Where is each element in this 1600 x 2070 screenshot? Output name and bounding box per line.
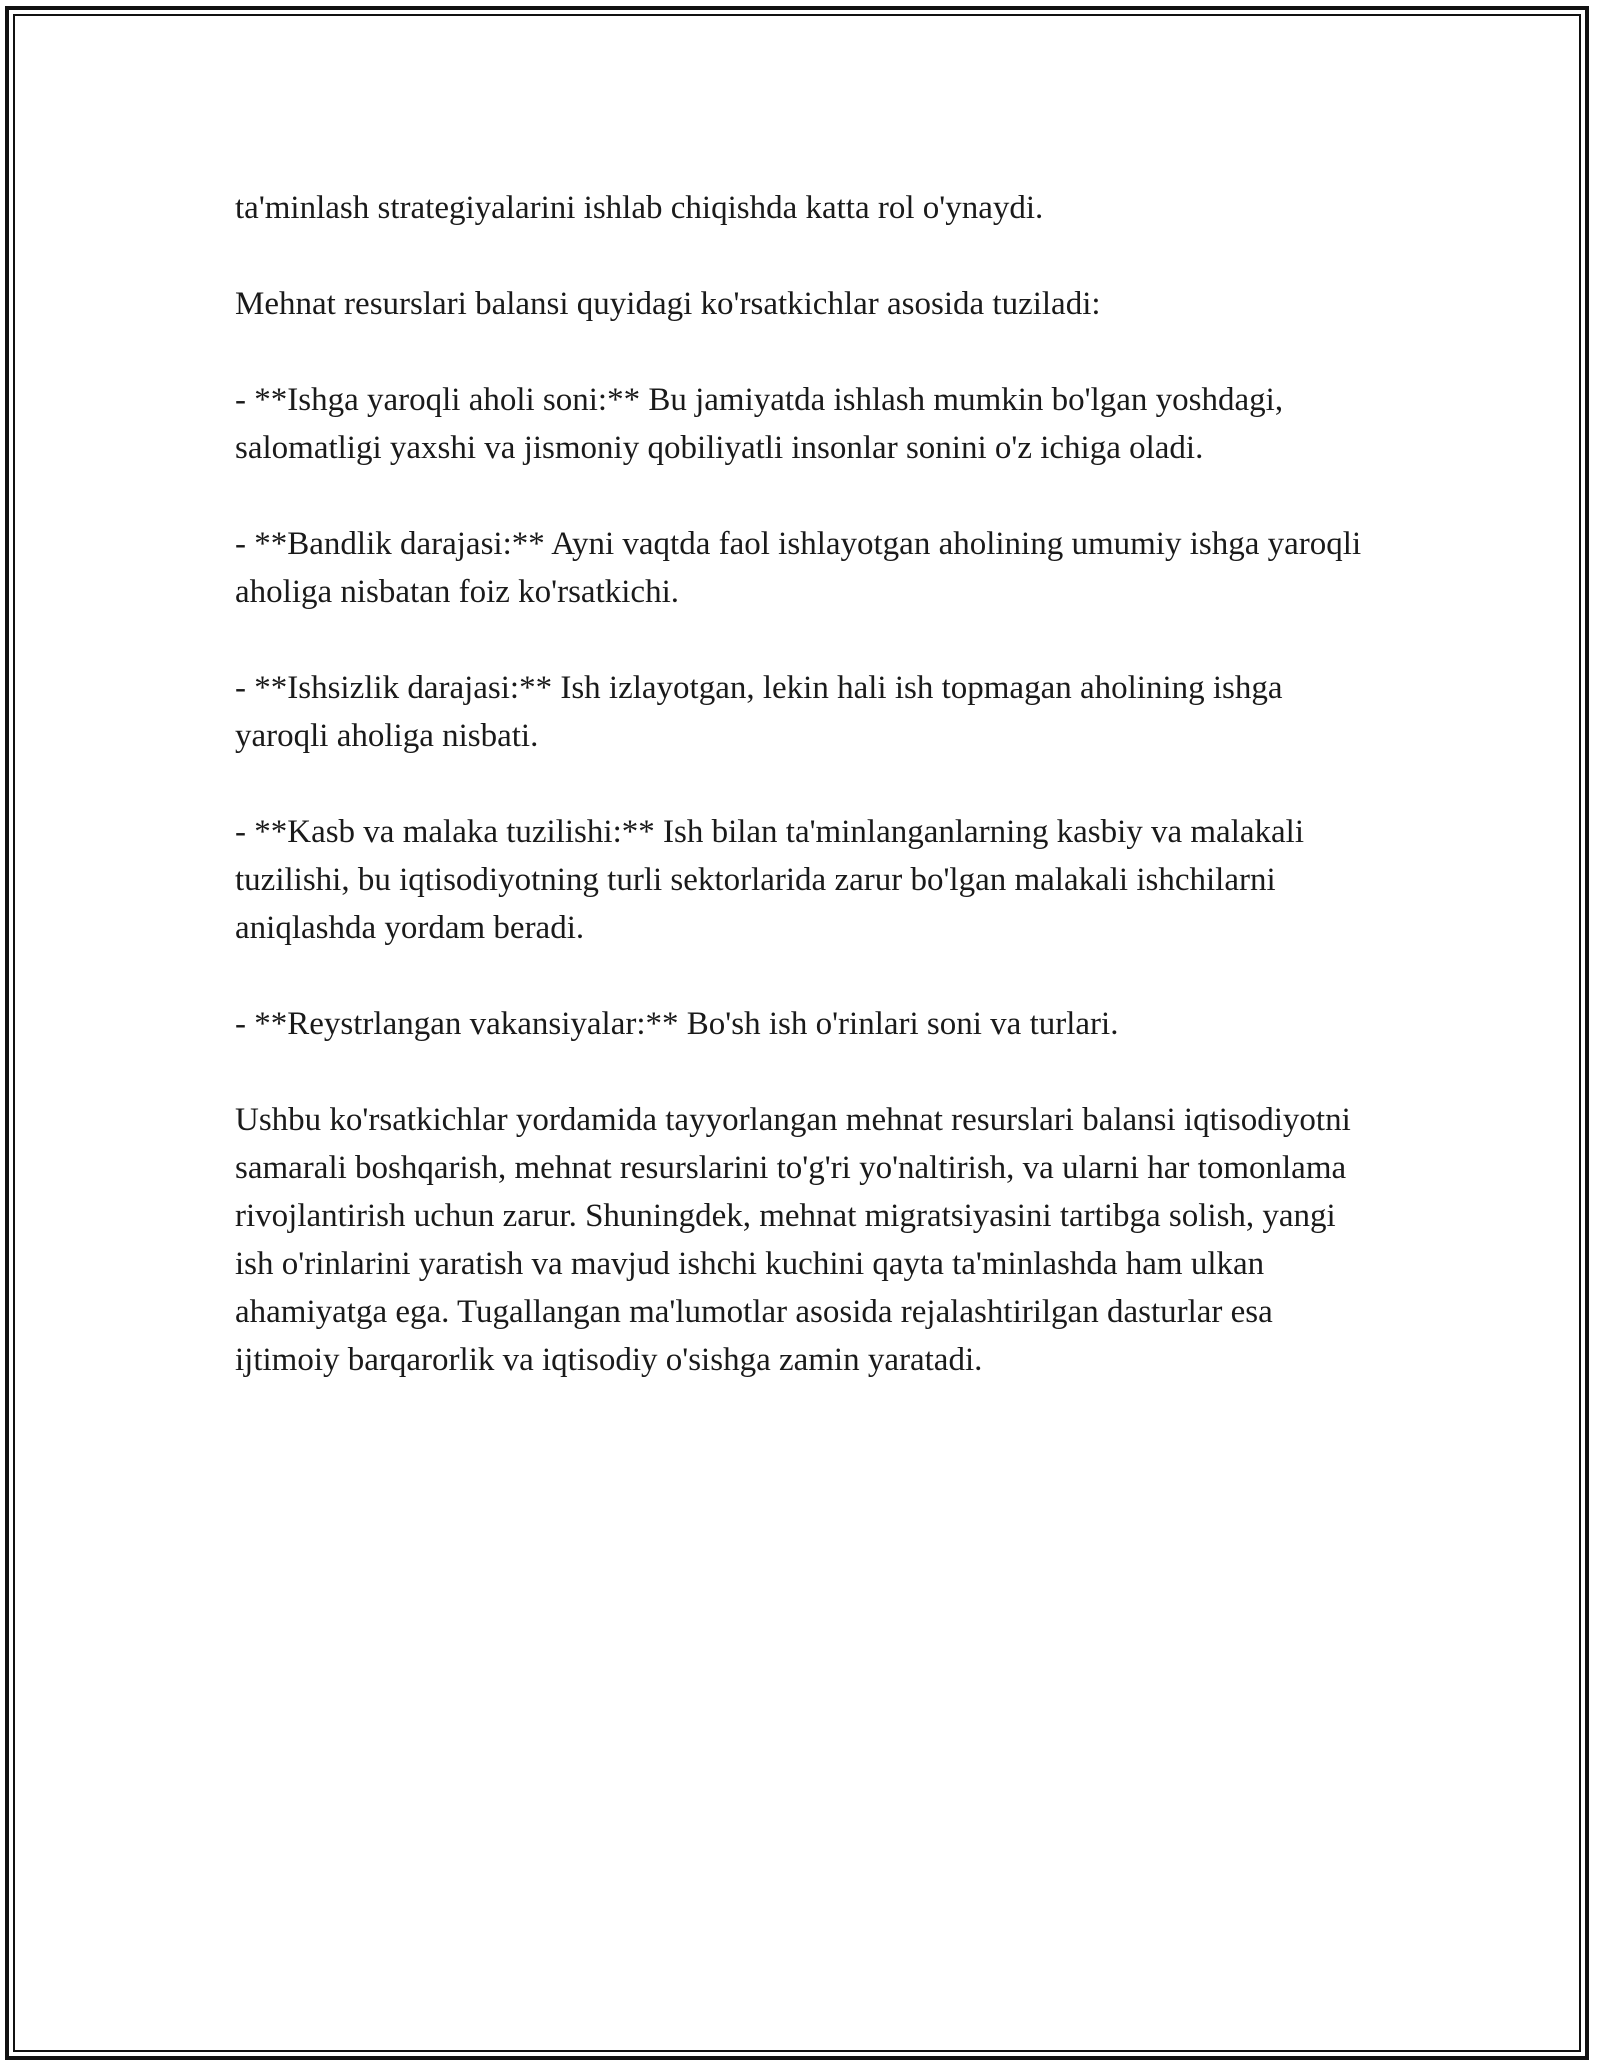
paragraph-continuation: ta'minlash strategiyalarini ishlab chiqishda katta rol o'ynaydi. — [235, 190, 1044, 226]
list-item-working-age-population: - **Ishga yaroqli aholi soni:** Bu jamiyatda ishlash mumkin bo'lgan yoshdagi, salomatligi yaxshi va jismoniy qobiliyatli insonlar sonini o'z ichiga oladi. — [235, 382, 1284, 466]
list-item-registered-vacancies: - **Reystrlangan vakansiyalar:** Bo'sh ish o'rinlari soni va turlari. — [235, 1006, 1119, 1042]
list-item-employment-rate: - **Bandlik darajasi:** Ayni vaqtda faol ishlayotgan aholining umumiy ishga yaroqli aholiga nisbatan foiz ko'rsatkichi. — [235, 526, 1362, 610]
paragraph-conclusion: Ushbu ko'rsatkichlar yordamida tayyorlangan mehnat resurslari balansi iqtisodiyotni samarali boshqarish, mehnat resurslarini to'g'ri yo'naltirish, va ularni har tomonlama rivojlantirish uchun zarur. Shuningdek, mehnat migratsiyasini tartibga solish, yangi ish o'rinlarini yaratish va mavjud ishchi kuchini qayta ta'minlashda ham ulkan ahamiyatga ega. Tugallangan ma'lumotlar asosida rejalashtirilgan dasturlar esa ijtimoiy barqarorlik va iqtisodiy o'sishga zamin yaratadi. — [235, 1102, 1351, 1378]
paragraph-intro: Mehnat resurslari balansi quyidagi ko'rsatkichlar asosida tuziladi: — [235, 286, 1101, 322]
document-body — [235, 184, 1375, 1432]
list-item-unemployment-rate: - **Ishsizlik darajasi:** Ish izlayotgan, lekin hali ish topmagan aholining ishga yaroqli aholiga nisbati. — [235, 670, 1283, 754]
list-item-skill-structure: - **Kasb va malaka tuzilishi:** Ish bilan ta'minlanganlarning kasbiy va malakali tuzilishi, bu iqtisodiyotning turli sektorlarida zarur bo'lgan malakali ishchilarni aniqlashda yordam beradi. — [235, 814, 1305, 946]
